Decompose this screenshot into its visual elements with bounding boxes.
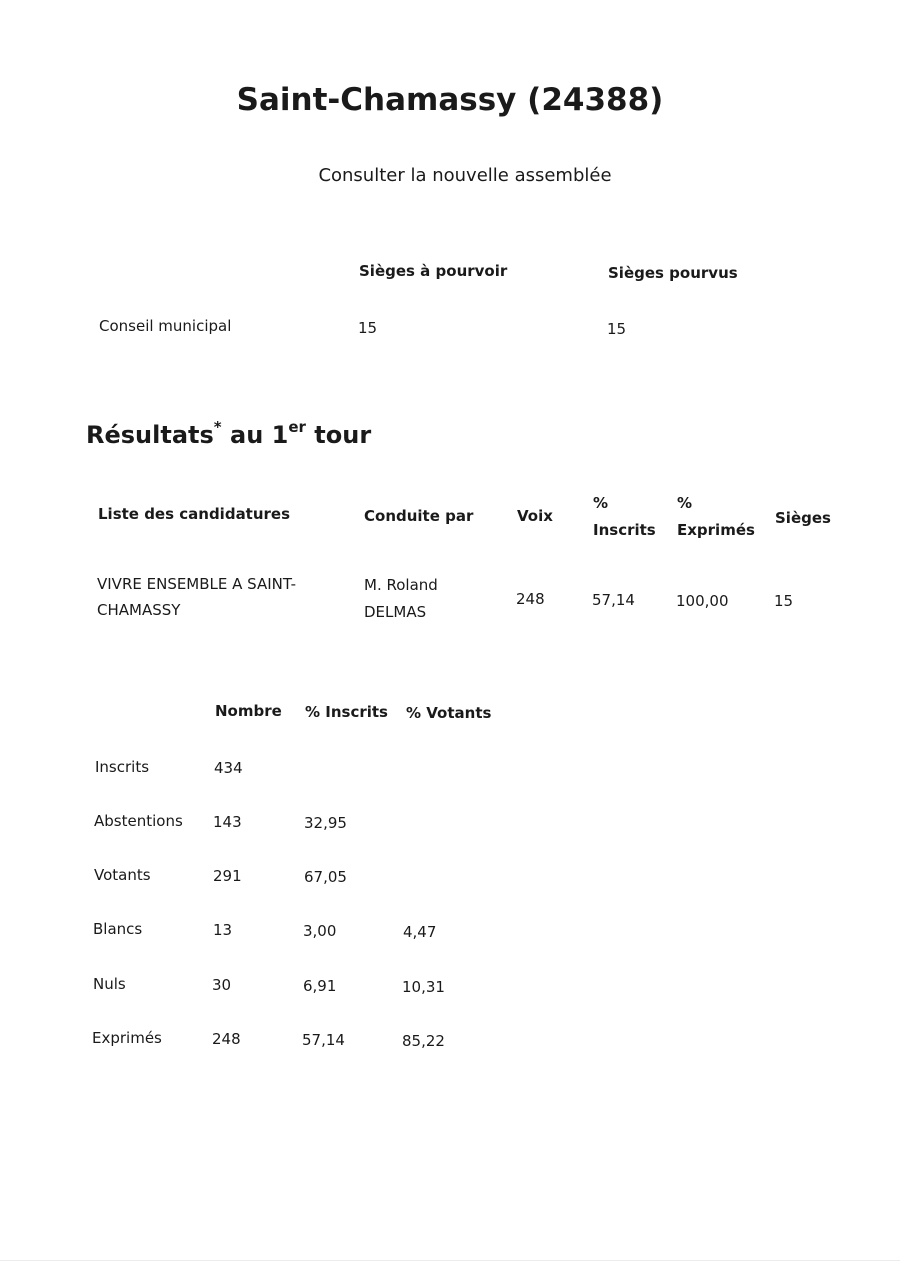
stat-label: Votants (94, 866, 151, 884)
seats-to-fill-header: Sièges à pourvoir (359, 262, 508, 280)
stat-pct-registered: 57,14 (302, 1031, 345, 1049)
stat-label: Blancs (93, 920, 143, 938)
council-label: Conseil municipal (99, 317, 232, 335)
list-header: Liste des candidatures (98, 505, 291, 523)
stat-label: Exprimés (92, 1029, 162, 1047)
stat-pct-registered: 6,91 (303, 977, 337, 995)
stat-pct-voters: 10,31 (402, 978, 445, 996)
stat-count: 434 (214, 759, 243, 777)
leader-line1: M. Roland (364, 576, 438, 594)
stat-pct-voters: 4,47 (403, 923, 437, 941)
pct-registered-header-line1: % (593, 494, 609, 512)
stat-pct-registered: 67,05 (304, 868, 347, 886)
stat-label: Nuls (93, 975, 126, 993)
seats-to-fill-value: 15 (358, 319, 378, 337)
seats-value: 15 (774, 592, 794, 610)
results-heading: Résultats* au 1er tour (86, 418, 372, 449)
stat-pct-voters: 85,22 (402, 1032, 445, 1050)
stat-pct-registered: 32,95 (304, 814, 347, 832)
list-name-line2: CHAMASSY (97, 601, 181, 619)
pct-registered-header-line2: Inscrits (593, 521, 656, 539)
seats-filled-value: 15 (607, 320, 627, 338)
stat-count: 13 (213, 921, 233, 939)
pct-expressed-header-line1: % (677, 494, 693, 512)
votes-value: 248 (516, 590, 545, 608)
count-header: Nombre (215, 702, 282, 720)
stat-count: 143 (213, 813, 242, 831)
leader-line2: DELMAS (364, 603, 427, 621)
led-by-header: Conduite par (364, 507, 474, 525)
votes-header: Voix (517, 507, 553, 525)
view-new-assembly-link[interactable]: Consulter la nouvelle assemblée (318, 165, 612, 186)
pct-voters-header: % Votants (406, 704, 492, 722)
pct-registered-header: % Inscrits (305, 703, 388, 721)
page-title: Saint-Chamassy (24388) (236, 82, 664, 118)
stat-label: Inscrits (95, 758, 150, 776)
pct-registered-value: 57,14 (592, 591, 635, 609)
stat-count: 30 (212, 976, 232, 994)
pct-expressed-header-line2: Exprimés (677, 521, 755, 539)
seats-filled-header: Sièges pourvus (608, 264, 738, 282)
stat-label: Abstentions (94, 812, 183, 830)
seats-header: Sièges (775, 509, 831, 527)
page-edge-divider (0, 1260, 900, 1261)
stat-count: 248 (212, 1030, 241, 1048)
list-name-line1: VIVRE ENSEMBLE A SAINT- (97, 575, 297, 593)
stat-pct-registered: 3,00 (303, 922, 337, 940)
stat-count: 291 (213, 867, 242, 885)
pct-expressed-value: 100,00 (676, 592, 729, 610)
